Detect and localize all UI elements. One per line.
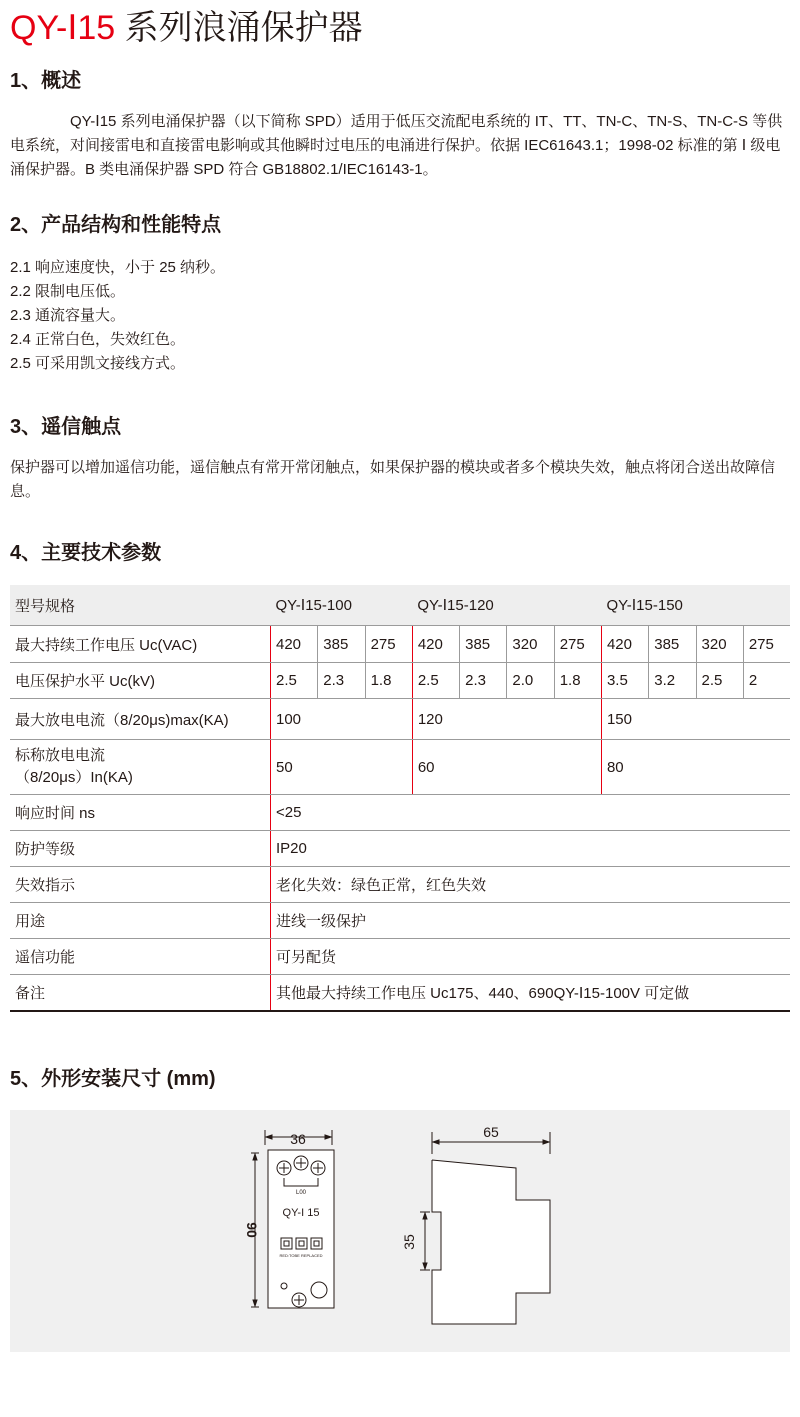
section-2-heading: 2、产品结构和性能特点 (10, 214, 222, 236)
table-cell: 1.8 (365, 663, 412, 699)
front-width-label: 36 (290, 1131, 306, 1147)
list-item: 2.3 通流容量大。 (10, 307, 126, 324)
section-3-body: 保护器可以增加遥信功能，遥信触点有常开常闭触点，如果保护器的模块或者多个模块失效，触点将闭合送出故障信息。 (10, 459, 776, 500)
row-label (10, 740, 271, 795)
table-row (10, 626, 790, 663)
table-row (10, 740, 790, 795)
front-view (251, 1130, 334, 1308)
table-row (10, 939, 790, 975)
side-view (420, 1132, 550, 1324)
table-cell: <25 (271, 795, 791, 831)
table-cell: 2.0 (507, 663, 554, 699)
table-header-row (10, 585, 790, 626)
table-cell: 150 (601, 699, 790, 740)
table-cell: 2.3 (318, 663, 365, 699)
table-cell: 385 (649, 626, 696, 663)
dimension-drawing (10, 1110, 790, 1352)
table-row (10, 795, 790, 831)
table-cell: 2.5 (412, 663, 459, 699)
header-label: 型号规格 (10, 585, 271, 626)
front-tiny-label: RED:TOBE REPLACED (279, 1253, 323, 1258)
front-height-label: 90 (244, 1222, 260, 1238)
table-cell: 120 (412, 699, 601, 740)
row-label: 最大持续工作电压 Uc(VAC) (10, 626, 271, 663)
row-label: 用途 (10, 903, 271, 939)
table-cell: 1.8 (554, 663, 601, 699)
title-model: QY-Ⅰ15 (10, 9, 116, 47)
section-3-heading: 3、遥信触点 (10, 416, 122, 438)
section-5-heading: 5、外形安装尺寸 (mm) (10, 1068, 216, 1090)
row-label: 响应时间 ns (10, 795, 271, 831)
front-small-label: L00 (295, 1190, 307, 1196)
row-label: 电压保护水平 Uc(kV) (10, 663, 271, 699)
table-cell: 385 (318, 626, 365, 663)
table-cell: 275 (365, 626, 412, 663)
row-label-line-2: （8/20μs）In(KA) (15, 769, 133, 786)
table-cell: IP20 (271, 831, 791, 867)
table-cell: 385 (460, 626, 507, 663)
table-row (10, 903, 790, 939)
table-cell: 可另配货 (271, 939, 791, 975)
section-1-heading: 1、概述 (10, 70, 82, 92)
table-cell: 420 (271, 626, 318, 663)
row-label: 防护等级 (10, 831, 271, 867)
table-cell: 50 (271, 740, 413, 795)
spec-table (10, 585, 790, 1012)
feature-list (10, 256, 225, 376)
page-title (10, 6, 363, 50)
table-row (10, 663, 790, 699)
table-row (10, 831, 790, 867)
table-cell: 275 (743, 626, 790, 663)
row-label-line-1: 标称放电电流 (15, 747, 106, 764)
row-label: 遥信功能 (10, 939, 271, 975)
row-label: 最大放电电流（8/20μs)max(KA) (10, 699, 271, 740)
row-label: 失效指示 (10, 867, 271, 903)
table-cell: 275 (554, 626, 601, 663)
table-cell: 60 (412, 740, 601, 795)
table-cell: 2.5 (696, 663, 743, 699)
table-cell: 320 (696, 626, 743, 663)
table-cell: 2.5 (271, 663, 318, 699)
table-cell: 320 (507, 626, 554, 663)
table-cell: 80 (601, 740, 790, 795)
table-cell: 3.5 (601, 663, 648, 699)
header-model-1: QY-Ⅰ15-100 (271, 585, 413, 626)
table-cell: 老化失效：绿色正常，红色失效 (271, 867, 791, 903)
table-row (10, 975, 790, 1012)
table-cell: 进线一级保护 (271, 903, 791, 939)
section-1-body: QY-Ⅰ15 系列电涌保护器（以下简称 SPD）适用于低压交流配电系统的 IT、TT、TN-C、TN-S、TN-C-S 等供电系统，对间接雷电和直接雷电影响或其他瞬时过电压的电涌进行保护。依据 IEC61643.1；1998-02 标准的第 Ⅰ 级电涌保护器。B 类电涌保护器 SPD 符合 GB18802.1/IEC16143-1。 (10, 113, 783, 178)
front-product-label: QY-I 15 (282, 1207, 320, 1219)
list-item: 2.5 可采用凯文接线方式。 (10, 355, 186, 372)
section-4-heading: 4、主要技术参数 (10, 542, 162, 564)
table-cell: 100 (271, 699, 413, 740)
list-item: 2.4 正常白色，失效红色。 (10, 331, 186, 348)
row-label: 备注 (10, 975, 271, 1012)
table-row (10, 867, 790, 903)
title-name: 系列浪涌保护器 (124, 9, 363, 47)
table-cell: 2.3 (460, 663, 507, 699)
side-depth-label: 65 (483, 1124, 499, 1140)
table-cell: 420 (601, 626, 648, 663)
table-cell: 2 (743, 663, 790, 699)
table-cell: 420 (412, 626, 459, 663)
header-model-3: QY-Ⅰ15-150 (601, 585, 790, 626)
table-cell: 3.2 (649, 663, 696, 699)
header-model-2: QY-Ⅰ15-120 (412, 585, 601, 626)
drawing-svg (10, 1110, 790, 1352)
side-rail-label: 35 (401, 1234, 417, 1250)
table-row (10, 699, 790, 740)
list-item: 2.2 限制电压低。 (10, 283, 126, 300)
table-cell: 其他最大持续工作电压 Uc175、440、690QY-Ⅰ15-100V 可定做 (271, 975, 791, 1012)
list-item: 2.1 响应速度快，小于 25 纳秒。 (10, 259, 226, 276)
